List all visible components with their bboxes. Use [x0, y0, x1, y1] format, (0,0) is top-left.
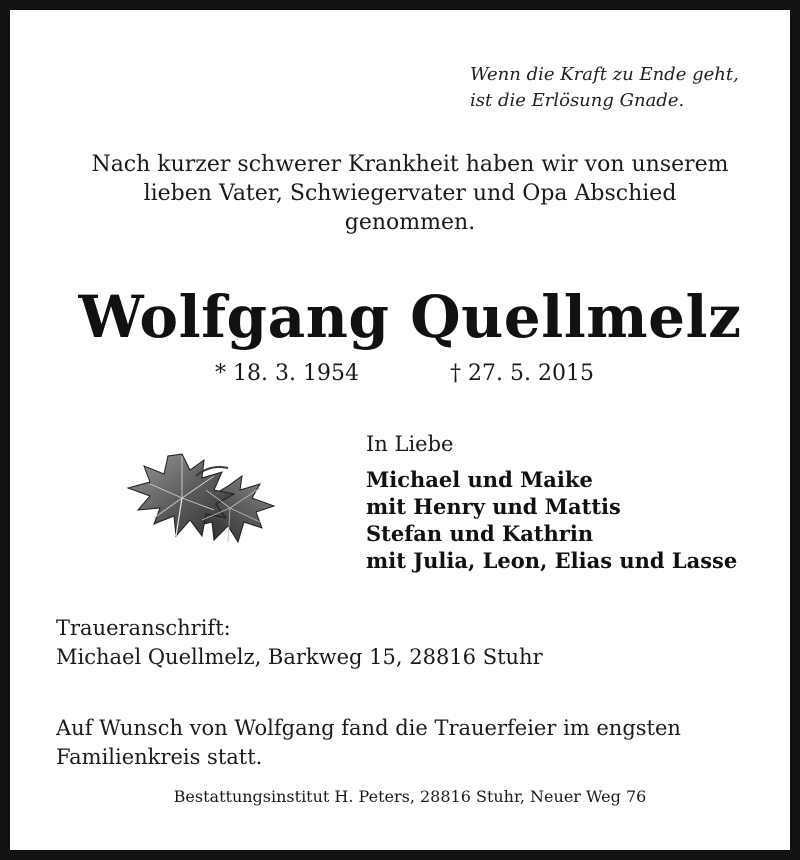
mourners-list: [366, 466, 737, 574]
funeral-note: [56, 714, 681, 772]
address-value: Michael Quellmelz, Barkweg 15, 28816 Stuhr: [56, 645, 543, 669]
maple-leaf-icon: [110, 446, 280, 558]
deceased-name: Wolfgang Quellmelz: [78, 283, 742, 351]
death-date: † 27. 5. 2015: [450, 361, 594, 386]
mourner-line: Michael und Maike: [366, 467, 593, 492]
intro-line-2: lieben Vater, Schwiegervater und Opa Abschied: [143, 181, 677, 206]
mourners-heading: In Liebe: [366, 432, 454, 456]
address-label: Traueranschrift:: [56, 616, 231, 640]
birth-date: * 18. 3. 1954: [215, 361, 359, 386]
mourner-line: mit Julia, Leon, Elias und Lasse: [366, 548, 738, 573]
funeral-home: Bestattungsinstitut H. Peters, 28816 Stuhr, Neuer Weg 76: [173, 787, 647, 806]
motto-line-1: Wenn die Kraft zu Ende geht,: [470, 64, 739, 85]
funeral-note-line-1: Auf Wunsch von Wolfgang fand die Trauerfeier im engsten: [56, 716, 681, 740]
motto-quote: [470, 62, 739, 114]
condolence-address: [56, 614, 543, 672]
mourner-line: Stefan und Kathrin: [366, 521, 594, 546]
funeral-note-line-2: Familienkreis statt.: [56, 745, 263, 769]
intro-line-3: genommen.: [344, 210, 476, 235]
intro-line-1: Nach kurzer schwerer Krankheit haben wir von unserem: [91, 152, 729, 177]
motto-line-2: ist die Erlösung Gnade.: [470, 90, 685, 111]
intro-text: [50, 150, 770, 237]
mourner-line: mit Henry und Mattis: [366, 494, 621, 519]
